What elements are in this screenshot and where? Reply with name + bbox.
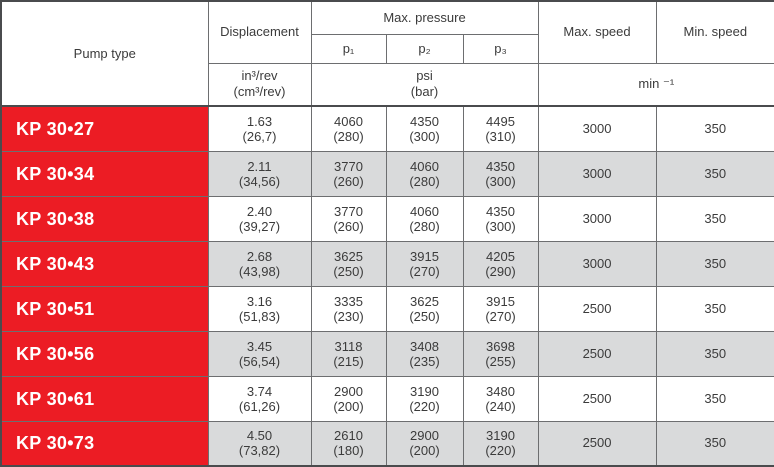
cell-max-speed: 3000 <box>538 241 656 286</box>
cell-p3: 3698 (255) <box>463 331 538 376</box>
cell-p1: 3770 (260) <box>311 196 386 241</box>
cell-p1: 3118 (215) <box>311 331 386 376</box>
table-row <box>1 196 774 241</box>
cell-min-speed: 350 <box>656 151 774 196</box>
cell-min-speed: 350 <box>656 376 774 421</box>
header-p2: p₂ <box>386 34 463 63</box>
cell-p1: 3335 (230) <box>311 286 386 331</box>
table-row <box>1 331 774 376</box>
cell-min-speed: 350 <box>656 286 774 331</box>
pump-type-label: KP 30•34 <box>1 151 208 196</box>
header-max-speed: Max. speed <box>538 1 656 63</box>
cell-p1: 3770 (260) <box>311 151 386 196</box>
header-p3: p₃ <box>463 34 538 63</box>
cell-displacement: 1.63 (26,7) <box>208 106 311 151</box>
cell-displacement: 3.45 (56,54) <box>208 331 311 376</box>
cell-displacement: 3.74 (61,26) <box>208 376 311 421</box>
cell-max-speed: 2500 <box>538 331 656 376</box>
cell-p2: 3190 (220) <box>386 376 463 421</box>
cell-p1: 3625 (250) <box>311 241 386 286</box>
pump-type-label: KP 30•38 <box>1 196 208 241</box>
unit-pressure: psi (bar) <box>311 63 538 106</box>
table-header <box>1 1 774 106</box>
header-p1: p₁ <box>311 34 386 63</box>
unit-speed: min ⁻¹ <box>538 63 774 106</box>
cell-p2: 3408 (235) <box>386 331 463 376</box>
table-row <box>1 421 774 466</box>
cell-max-speed: 2500 <box>538 421 656 466</box>
cell-p1: 2610 (180) <box>311 421 386 466</box>
cell-p3: 3190 (220) <box>463 421 538 466</box>
table-row <box>1 151 774 196</box>
cell-min-speed: 350 <box>656 421 774 466</box>
cell-p3: 4350 (300) <box>463 151 538 196</box>
cell-max-speed: 2500 <box>538 286 656 331</box>
cell-p2: 4350 (300) <box>386 106 463 151</box>
header-min-speed: Min. speed <box>656 1 774 63</box>
pump-type-label: KP 30•73 <box>1 421 208 466</box>
cell-p3: 4205 (290) <box>463 241 538 286</box>
cell-min-speed: 350 <box>656 196 774 241</box>
cell-displacement: 2.11 (34,56) <box>208 151 311 196</box>
cell-min-speed: 350 <box>656 241 774 286</box>
pump-type-label: KP 30•61 <box>1 376 208 421</box>
cell-p3: 3915 (270) <box>463 286 538 331</box>
pump-type-label: KP 30•56 <box>1 331 208 376</box>
pump-type-label: KP 30•43 <box>1 241 208 286</box>
cell-p3: 4350 (300) <box>463 196 538 241</box>
header-displacement: Displacement <box>208 1 311 63</box>
pump-type-label: KP 30•51 <box>1 286 208 331</box>
cell-max-speed: 3000 <box>538 106 656 151</box>
cell-p2: 2900 (200) <box>386 421 463 466</box>
cell-max-speed: 2500 <box>538 376 656 421</box>
cell-p3: 4495 (310) <box>463 106 538 151</box>
table-row <box>1 106 774 151</box>
pump-type-label: KP 30•27 <box>1 106 208 151</box>
unit-displacement: in³/rev (cm³/rev) <box>208 63 311 106</box>
cell-displacement: 2.68 (43,98) <box>208 241 311 286</box>
table-row <box>1 376 774 421</box>
cell-p1: 2900 (200) <box>311 376 386 421</box>
cell-min-speed: 350 <box>656 106 774 151</box>
cell-displacement: 3.16 (51,83) <box>208 286 311 331</box>
cell-max-speed: 3000 <box>538 196 656 241</box>
cell-p2: 4060 (280) <box>386 151 463 196</box>
table-row <box>1 286 774 331</box>
header-max-pressure: Max. pressure <box>311 1 538 34</box>
table-body <box>1 106 774 466</box>
cell-p2: 4060 (280) <box>386 196 463 241</box>
cell-displacement: 4.50 (73,82) <box>208 421 311 466</box>
cell-p2: 3915 (270) <box>386 241 463 286</box>
header-pump-type: Pump type <box>1 1 208 106</box>
cell-p3: 3480 (240) <box>463 376 538 421</box>
table-row <box>1 241 774 286</box>
cell-p1: 4060 (280) <box>311 106 386 151</box>
cell-displacement: 2.40 (39,27) <box>208 196 311 241</box>
cell-max-speed: 3000 <box>538 151 656 196</box>
cell-min-speed: 350 <box>656 331 774 376</box>
cell-p2: 3625 (250) <box>386 286 463 331</box>
